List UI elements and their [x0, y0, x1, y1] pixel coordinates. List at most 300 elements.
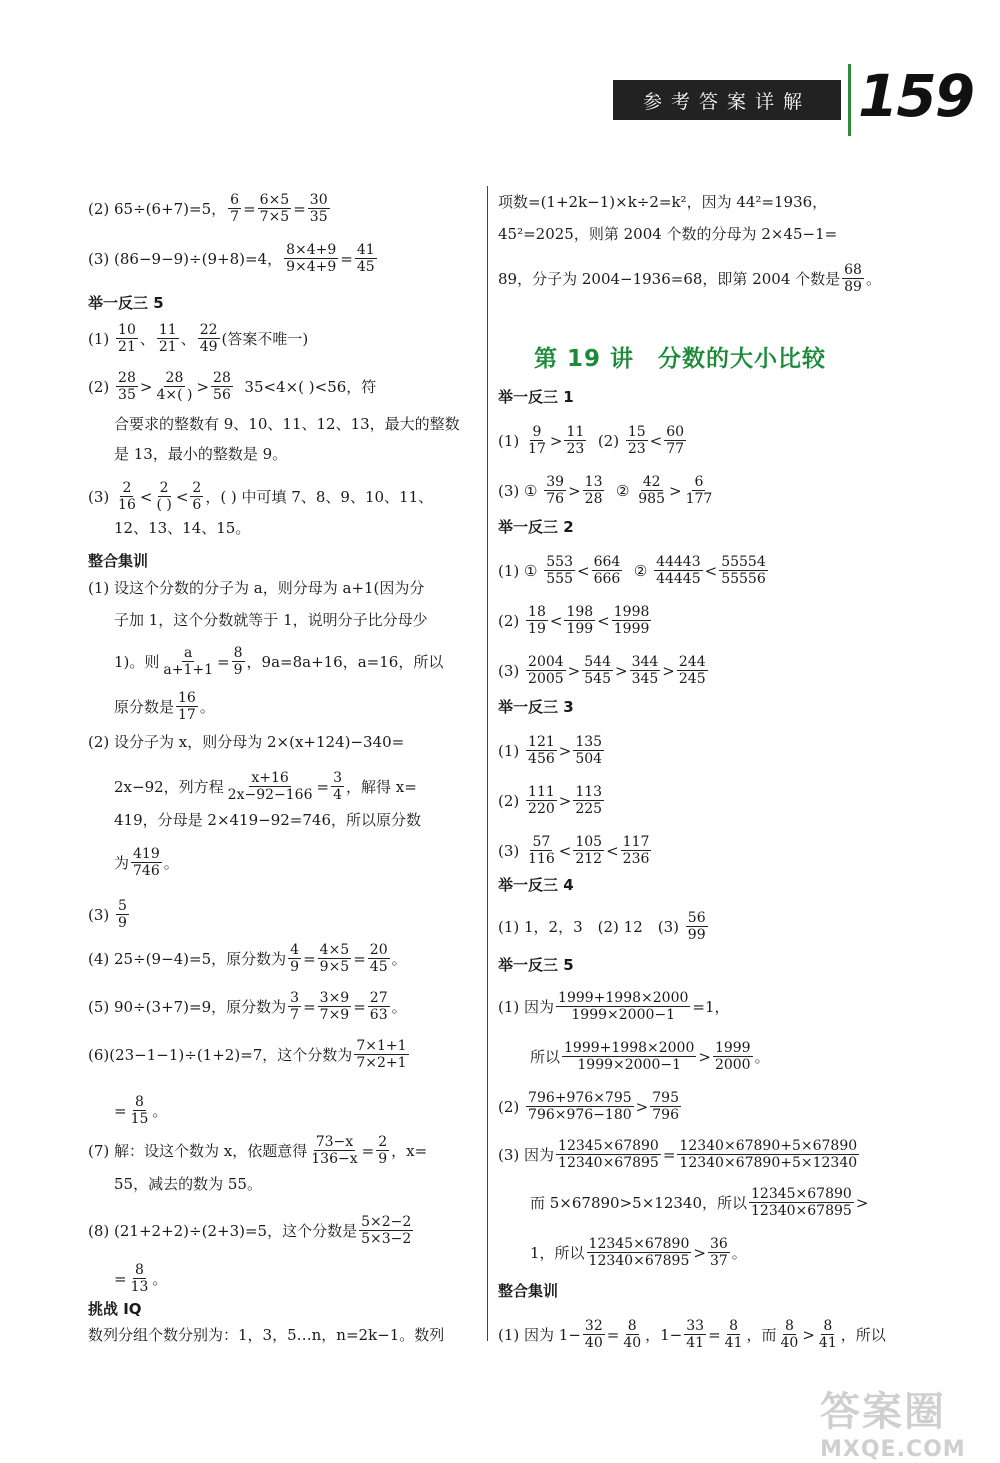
- numerator: 56: [687, 910, 706, 926]
- numerator: 8: [627, 1318, 637, 1334]
- numerator: 18: [528, 604, 546, 620]
- denominator: 504: [575, 751, 603, 767]
- text-segment: >: [855, 1193, 869, 1212]
- denominator: 796: [652, 1107, 679, 1123]
- fraction: [116, 898, 129, 931]
- denominator: 225: [575, 801, 603, 817]
- denominator: 220: [528, 801, 555, 817]
- answer-line: [530, 1186, 868, 1219]
- fraction: [161, 645, 215, 678]
- answer-line: [498, 910, 710, 943]
- numerator: 22: [199, 322, 218, 338]
- answer-line: (1) 因为 1− $\frac{32}{40}$ = $\frac{8}{40}$ ，1− $\frac{33}{41}$ = $\frac{8}{41}$ ，而 $\frac{8}{40}$ > $\frac{8}{41}$ ，所以: [498, 1318, 886, 1351]
- fraction: [544, 554, 575, 587]
- fraction: [779, 1318, 801, 1351]
- text-segment: ，解得 x=: [345, 777, 417, 796]
- denominator: 9: [378, 1151, 388, 1167]
- text-segment: 。: [152, 1269, 168, 1288]
- answer-line: (3) 因为 $\frac{12345\times 67890}{12340\times 67895}$ = $\frac{12340\times 67890+5\times 67890}{12340\times 67890+5\times 12340}$: [498, 1138, 858, 1171]
- fraction: [288, 990, 301, 1023]
- fraction: [677, 654, 708, 687]
- fraction: [664, 424, 686, 457]
- fraction: [318, 990, 352, 1023]
- numerator: 664: [593, 554, 621, 570]
- answer-line: (3) (86−9−9)÷(9+8)=4， $\frac{8\times 4+9}{9\times 4+9}$ = $\frac{41}{45}$: [88, 242, 375, 275]
- denominator: 35: [118, 387, 136, 403]
- text-segment: (1): [498, 741, 520, 760]
- numerator: a: [184, 645, 193, 661]
- denominator: 76: [546, 491, 565, 507]
- denominator: 41: [818, 1335, 837, 1351]
- fraction: [556, 1138, 661, 1171]
- fraction: [842, 262, 864, 295]
- answer-line: (1) $\frac{9}{17}$ > $\frac{11}{23}$ (2) $\frac{15}{23}$ < $\frac{60}{77}$: [498, 424, 685, 457]
- fraction: [526, 424, 548, 457]
- fraction: [129, 1094, 151, 1127]
- denominator: 16: [118, 497, 136, 513]
- fraction: [544, 474, 566, 507]
- denominator: 7: [230, 209, 240, 225]
- section-heading: 举一反三 3: [498, 698, 574, 716]
- denominator: 9×5: [319, 959, 350, 975]
- fraction: [288, 942, 301, 975]
- fraction: [612, 604, 652, 637]
- fraction: [582, 654, 613, 687]
- numerator: 39: [546, 474, 565, 490]
- numerator: 117: [622, 834, 650, 850]
- denominator: 136−x: [311, 1151, 358, 1167]
- fraction: [226, 770, 315, 803]
- fraction: [359, 1214, 413, 1247]
- text-segment: (2): [597, 431, 620, 450]
- answer-line: 12、13、14、15。: [114, 519, 251, 537]
- text-segment: 。: [391, 997, 407, 1016]
- answer-line: 数列分组个数分别为：1，3，5…n，n=2k−1。数列: [88, 1326, 445, 1344]
- answer-line: 是 13，最小的整数是 9。: [114, 445, 288, 463]
- numerator: 8: [233, 645, 243, 661]
- numerator: 111: [528, 784, 555, 800]
- numerator: 1998: [613, 604, 650, 620]
- numerator: 6×5: [259, 192, 290, 208]
- text-segment: (6)(23−1−1)÷(1+2)=7，这个分数为: [88, 1045, 353, 1064]
- answer-line: (4) 25÷(9−4)=5，原分数为 $\frac{4}{9}$ = $\frac{4\times 5}{9\times 5}$ = $\frac{20}{45}$ 。: [88, 942, 407, 975]
- numerator: 5×2−2: [361, 1214, 412, 1230]
- numerator: 105: [575, 834, 603, 850]
- text-segment: (3): [88, 905, 110, 924]
- text-segment: (7) 解：设这个数为 x，依题意得: [88, 1141, 308, 1160]
- denominator: 15: [130, 1111, 149, 1127]
- text-segment: 2x−92，列方程: [114, 777, 224, 796]
- numerator: 42: [642, 474, 661, 490]
- numerator: 3: [333, 770, 342, 786]
- denominator: 7: [290, 1007, 300, 1023]
- text-segment: (3): [498, 841, 520, 860]
- text-segment: (答案不唯一): [221, 329, 309, 348]
- answer-line: (1) $\frac{121}{456}$ > $\frac{135}{504}$: [498, 734, 603, 767]
- fraction: [526, 734, 557, 767]
- denominator: 17: [528, 441, 546, 457]
- denominator: 345: [631, 671, 659, 687]
- fraction: [713, 1040, 753, 1073]
- denominator: 40: [623, 1335, 642, 1351]
- numerator: 553: [546, 554, 573, 570]
- numerator: 796+976×795: [528, 1090, 632, 1106]
- numerator: 33: [686, 1318, 705, 1334]
- text-segment: =1，: [692, 997, 730, 1016]
- answer-line: (3) $\frac{2}{16}$ < $\frac{2}{( )}$ < $\frac{2}{6}$ ，( ) 中可填 7、8、9、10、11、: [88, 480, 434, 513]
- answer-line: 子加 1，这个分数就等于 1，说明分子比分母少: [114, 611, 428, 629]
- fraction: [376, 1134, 389, 1167]
- fraction: [749, 1186, 854, 1219]
- denominator: 23: [627, 441, 646, 457]
- numerator: 113: [575, 784, 603, 800]
- text-segment: (2): [498, 1097, 520, 1116]
- numerator: 6: [230, 192, 240, 208]
- numerator: 73−x: [315, 1134, 354, 1150]
- answer-line: 1，所以 $\frac{12345\times 67890}{12340\times 67895}$ > $\frac{36}{37}$ 。: [530, 1236, 747, 1269]
- denominator: 12340×67895: [558, 1155, 659, 1171]
- section-tab: 参考答案详解: [613, 80, 841, 120]
- numerator: 11: [158, 322, 177, 338]
- section-heading: 整合集训: [498, 1282, 559, 1300]
- answer-line: = $\frac{8}{15}$ 。: [114, 1094, 168, 1127]
- text-segment: ，x=: [391, 1141, 428, 1160]
- numerator: 30: [309, 192, 328, 208]
- denominator: 177: [685, 491, 713, 507]
- answer-line: (3) $\frac{57}{116}$ < $\frac{105}{212}$ < $\frac{117}{236}$: [498, 834, 650, 867]
- text-segment: (3): [498, 661, 520, 680]
- denominator: 545: [584, 671, 611, 687]
- numerator: 544: [584, 654, 611, 670]
- numerator: 12345×67890: [558, 1138, 659, 1154]
- numerator: 36: [709, 1236, 728, 1252]
- fraction: [116, 322, 138, 355]
- fraction: [592, 554, 623, 587]
- fraction: [354, 1038, 408, 1071]
- denominator: 13: [130, 1279, 149, 1295]
- numerator: 2004: [528, 654, 564, 670]
- numerator: 13: [584, 474, 603, 490]
- answer-line: (2) 设分子为 x，则分母为 2×(x+124)−340=: [88, 733, 405, 751]
- denominator: 2000: [714, 1057, 751, 1073]
- text-segment: (3) 因为: [498, 1145, 555, 1164]
- answer-line: (2) $\frac{28}{35}$ > $\frac{28}{4\times( )}$ > $\frac{28}{56}$ 35<4×( )<56，符: [88, 370, 377, 403]
- fraction: [309, 1134, 359, 1167]
- fraction: [708, 1236, 730, 1269]
- denominator: 2005: [528, 671, 564, 687]
- text-segment: (1) 因为: [498, 997, 555, 1016]
- numerator: 2: [122, 480, 132, 496]
- fraction: [684, 474, 715, 507]
- denominator: 49: [199, 339, 218, 355]
- denominator: 56: [213, 387, 231, 403]
- numerator: 41: [356, 242, 375, 258]
- fraction: [258, 192, 292, 225]
- fraction: [573, 734, 604, 767]
- fraction: [228, 192, 241, 225]
- answer-line: (2) $\frac{18}{19}$ < $\frac{198}{199}$ < $\frac{1998}{1999}$: [498, 604, 650, 637]
- numerator: 9: [532, 424, 542, 440]
- denominator: 666: [593, 571, 621, 587]
- fraction: [318, 942, 352, 975]
- answer-line: (1) $\frac{10}{21}$ 、 $\frac{11}{21}$ 、 $\frac{22}{49}$ (答案不唯一): [88, 322, 309, 355]
- denominator: 12340×67890+5×12340: [679, 1155, 858, 1171]
- numerator: 8×4+9: [286, 242, 337, 258]
- answer-line: [88, 1038, 411, 1071]
- fraction: [583, 474, 605, 507]
- denominator: 37: [709, 1253, 728, 1269]
- fraction: [817, 1318, 839, 1351]
- text-segment: (2): [498, 791, 520, 810]
- numerator: 7×1+1: [356, 1038, 407, 1054]
- fraction: [686, 910, 708, 943]
- text-segment: ，9a=8a+16，a=16，所以: [246, 652, 444, 671]
- section-heading: 举一反三 2: [498, 518, 574, 536]
- answer-line: (5) 90÷(3+7)=9，原分数为 $\frac{3}{7}$ = $\frac{3\times 9}{7\times 9}$ = $\frac{27}{63}$ 。: [88, 990, 407, 1023]
- denominator: 4×( ): [156, 387, 193, 403]
- numerator: 6: [694, 474, 704, 490]
- fraction: [211, 370, 233, 403]
- fraction: [526, 834, 557, 867]
- text-segment: (1) ①: [498, 561, 538, 580]
- fraction: [723, 1318, 745, 1351]
- denominator: 55556: [721, 571, 766, 587]
- answer-line: (2) $\frac{111}{220}$ > $\frac{113}{225}$: [498, 784, 603, 817]
- numerator: 121: [528, 734, 555, 750]
- answer-line: [114, 846, 179, 879]
- denominator: 21: [158, 339, 177, 355]
- denominator: 23: [566, 441, 585, 457]
- fraction: [355, 242, 377, 275]
- page-number: 159: [858, 62, 974, 130]
- text-segment: ，所以: [840, 1325, 886, 1344]
- text-segment: 。: [152, 1101, 168, 1120]
- section-heading: 挑战 IQ: [88, 1300, 142, 1318]
- section-heading: 举一反三 5: [498, 956, 574, 974]
- numerator: 55554: [721, 554, 766, 570]
- numerator: 1999: [714, 1040, 751, 1056]
- denominator: 89: [844, 279, 862, 295]
- text-segment: (1): [88, 329, 110, 348]
- text-segment: (3) (86−9−9)÷(9+8)=4，: [88, 249, 283, 268]
- answer-line: 45²=2025，则第 2004 个数的分母为 2×45−1=: [498, 225, 838, 243]
- denominator: 6: [192, 497, 202, 513]
- fraction: [573, 784, 604, 817]
- text-segment: (8) (21+2+2)÷(2+3)=5，这个分数是: [88, 1221, 358, 1240]
- text-segment: ②: [633, 561, 648, 580]
- numerator: 795: [652, 1090, 679, 1106]
- denominator: 9: [290, 959, 300, 975]
- denominator: 17: [178, 707, 196, 723]
- denominator: 9: [118, 915, 127, 931]
- denominator: 40: [780, 1335, 799, 1351]
- fraction: [650, 1090, 681, 1123]
- numerator: 15: [627, 424, 646, 440]
- fraction: [526, 1090, 634, 1123]
- denominator: 236: [622, 851, 650, 867]
- denominator: 9×4+9: [286, 259, 337, 275]
- denominator: 985: [638, 491, 665, 507]
- answer-line: (7) 解：设这个数为 x，依题意得 $\frac{73-x}{136-x}$ = $\frac{2}{9}$ ，x=: [88, 1134, 428, 1167]
- column-divider: [487, 186, 488, 1341]
- numerator: 20: [369, 942, 388, 958]
- denominator: 41: [686, 1335, 705, 1351]
- fraction: [626, 424, 648, 457]
- answer-line: (3) ① $\frac{39}{76}$ > $\frac{13}{28}$ ② $\frac{42}{985}$ > $\frac{6}{177}$: [498, 474, 713, 507]
- section-heading: 举一反三 4: [498, 876, 574, 894]
- fraction: [232, 645, 245, 678]
- text-segment: 。: [163, 853, 179, 872]
- numerator: 12345×67890: [751, 1186, 852, 1202]
- numerator: 5: [118, 898, 127, 914]
- text-segment: ②: [616, 481, 630, 500]
- numerator: 60: [666, 424, 685, 440]
- numerator: 44443: [656, 554, 701, 570]
- numerator: 16: [178, 690, 196, 706]
- section-heading: 举一反三 5: [88, 294, 164, 312]
- answer-line: 55，减去的数为 55。: [114, 1175, 262, 1193]
- numerator: x+16: [251, 770, 289, 786]
- denominator: 35: [309, 209, 328, 225]
- text-segment: ，( ) 中可填 7、8、9、10、11、: [205, 487, 434, 506]
- numerator: 2: [159, 480, 169, 496]
- text-segment: 35<4×( )<56，符: [244, 377, 377, 396]
- text-segment: (4) 25÷(9−4)=5，原分数为: [88, 949, 287, 968]
- denominator: 1999: [613, 621, 650, 637]
- fraction: [677, 1138, 859, 1171]
- denominator: 41: [724, 1335, 743, 1351]
- numerator: 8: [823, 1318, 833, 1334]
- numerator: 27: [369, 990, 388, 1006]
- numerator: 2: [378, 1134, 388, 1150]
- fraction: [129, 1262, 151, 1295]
- lesson-title: 第 19 讲 分数的大小比较: [534, 346, 827, 372]
- numerator: 244: [678, 654, 706, 670]
- section-heading: 整合集训: [88, 552, 149, 570]
- answer-line: (1) 设这个分数的分子为 a，则分母为 a+1(因为分: [88, 579, 425, 597]
- fraction: [284, 242, 338, 275]
- text-segment: (1) 因为 1−: [498, 1325, 581, 1344]
- text-segment: 原分数是: [114, 697, 175, 716]
- text-segment: 。: [865, 269, 881, 288]
- text-segment: 为: [114, 853, 130, 872]
- denominator: 7×5: [259, 209, 290, 225]
- header-divider: [848, 64, 851, 136]
- fraction: [526, 784, 557, 817]
- denominator: 1999×2000−1: [571, 1007, 676, 1023]
- numerator: 28: [165, 370, 184, 386]
- denominator: 555: [546, 571, 573, 587]
- fraction: [308, 192, 330, 225]
- numerator: 32: [584, 1318, 603, 1334]
- denominator: 45: [369, 959, 388, 975]
- fraction: [564, 424, 586, 457]
- denominator: 28: [584, 491, 603, 507]
- text-segment: (2): [88, 377, 110, 396]
- fraction: [116, 480, 138, 513]
- numerator: 8: [729, 1318, 739, 1334]
- denominator: 116: [528, 851, 555, 867]
- answer-line: 合要求的整数有 9、10、11、12、13，最大的整数: [114, 415, 460, 433]
- answer-line: (1) ① $\frac{553}{555}$ < $\frac{664}{666}$ ② $\frac{44443}{44445}$ < $\frac{55554}{55556}$: [498, 554, 766, 587]
- denominator: 746: [133, 863, 160, 879]
- answer-line: 1)。则 $\frac{a}{a+1+1}$ = $\frac{8}{9}$ ，9a=8a+16，a=16，所以: [114, 645, 444, 678]
- fraction: [190, 480, 203, 513]
- fraction: [621, 1318, 643, 1351]
- denominator: 44445: [656, 571, 701, 587]
- text-segment: (5) 90÷(3+7)=9，原分数为: [88, 997, 287, 1016]
- fraction: [556, 990, 690, 1023]
- numerator: 28: [213, 370, 231, 386]
- numerator: 68: [844, 262, 862, 278]
- numerator: 10: [118, 322, 136, 338]
- fraction: [583, 1318, 605, 1351]
- fraction: [116, 370, 138, 403]
- text-segment: (2): [498, 611, 520, 630]
- answer-line: 所以 $\frac{1999+1998\times 2000}{1999\times 2000-1}$ > $\frac{1999}{2000}$ 。: [530, 1040, 770, 1073]
- denominator: 12340×67895: [588, 1253, 690, 1269]
- denominator: 77: [666, 441, 685, 457]
- denominator: 9: [233, 662, 243, 678]
- text-segment: 1，所以: [530, 1243, 585, 1262]
- text-segment: 。: [391, 949, 407, 968]
- fraction: [331, 770, 344, 803]
- fraction: [131, 846, 162, 879]
- numerator: 28: [118, 370, 136, 386]
- denominator: 199: [566, 621, 594, 637]
- numerator: 8: [135, 1262, 144, 1278]
- text-segment: ，而: [746, 1325, 777, 1344]
- fraction: [368, 990, 390, 1023]
- denominator: 4: [333, 787, 342, 803]
- fraction: [587, 1236, 692, 1269]
- numerator: 1999+1998×2000: [564, 1040, 695, 1056]
- text-segment: (1) 1，2，3 (2) 12 (3): [498, 917, 679, 936]
- numerator: 11: [566, 424, 585, 440]
- fraction: [526, 654, 566, 687]
- denominator: 21: [118, 339, 136, 355]
- fraction: [630, 654, 661, 687]
- denominator: 7×9: [319, 1007, 350, 1023]
- answer-line: [114, 690, 215, 723]
- denominator: 1999×2000−1: [577, 1057, 682, 1073]
- numerator: 198: [566, 604, 594, 620]
- fraction: [154, 370, 194, 403]
- denominator: 245: [678, 671, 706, 687]
- text-segment: ，1−: [645, 1325, 683, 1344]
- text-segment: 89，分子为 2004−1936=68，即第 2004 个数是: [498, 269, 841, 288]
- fraction: [654, 554, 703, 587]
- numerator: 8: [784, 1318, 794, 1334]
- answer-line: 2x−92，列方程 $\frac{x+16}{2x-92-166}$ = $\frac{3}{4}$ ，解得 x=: [114, 770, 417, 803]
- watermark-logo: 答案圈 MXQE.COM: [820, 1389, 966, 1462]
- text-segment: (2) 65÷(6+7)=5，: [88, 199, 227, 218]
- answer-line: (3) $\frac{2004}{2005}$ > $\frac{544}{545}$ > $\frac{344}{345}$ > $\frac{244}{245}$: [498, 654, 706, 687]
- numerator: 12345×67890: [588, 1236, 690, 1252]
- numerator: 2: [192, 480, 202, 496]
- numerator: 12340×67890+5×67890: [679, 1138, 858, 1154]
- text-segment: (3): [88, 487, 110, 506]
- text-segment: 所以: [530, 1047, 561, 1066]
- fraction: [176, 690, 198, 723]
- answer-line: (2) $\frac{796+976\times 795}{796\times 976-180}$ > $\frac{795}{796}$: [498, 1090, 679, 1123]
- fraction: [198, 322, 220, 355]
- denominator: 99: [687, 927, 706, 943]
- fraction: [368, 942, 390, 975]
- denominator: ( ): [156, 497, 172, 513]
- answer-line: 419，分母是 2×419−92=746，所以原分数: [114, 811, 421, 829]
- fraction: [621, 834, 652, 867]
